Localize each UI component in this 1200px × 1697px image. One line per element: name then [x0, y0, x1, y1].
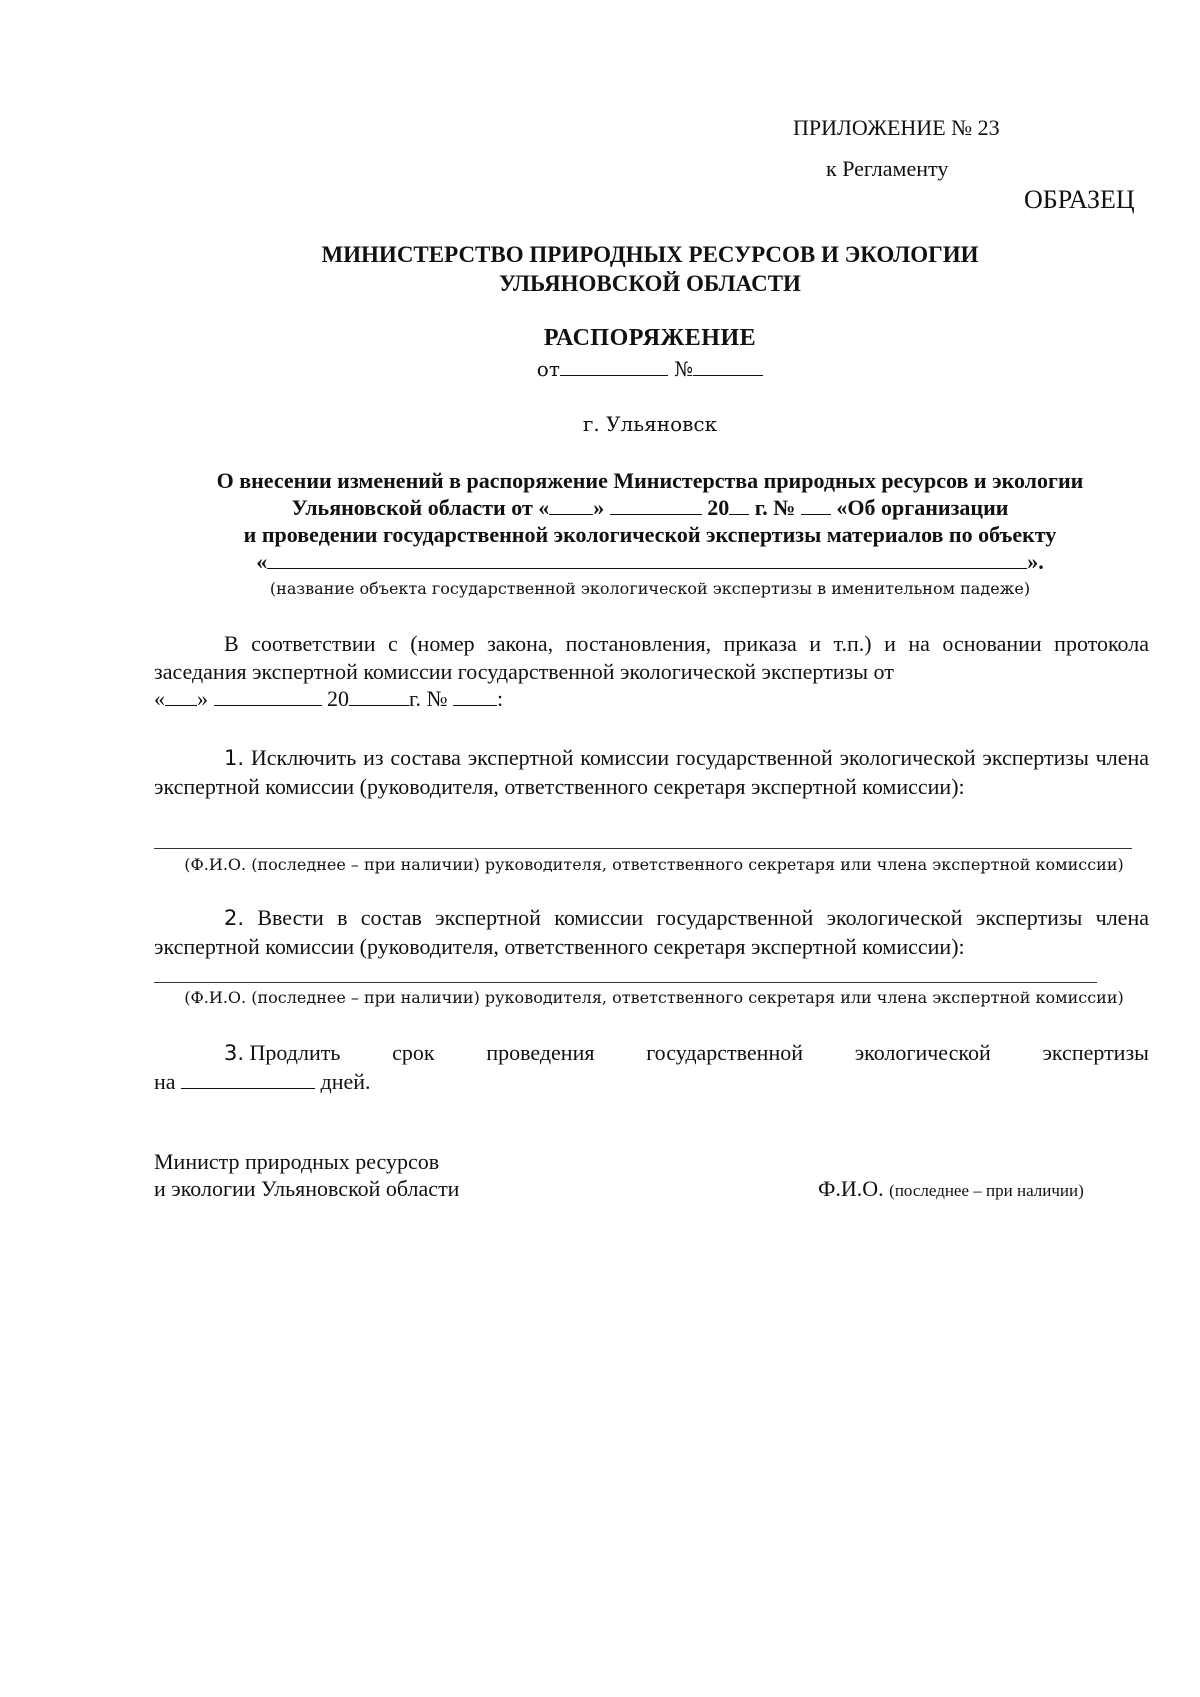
date-blank: [560, 374, 668, 376]
protocol-month-blank: [214, 704, 322, 706]
appendix-label: ПРИЛОЖЕНИЕ № 23: [793, 115, 1000, 140]
subject-month-blank: [610, 513, 702, 515]
item-1-fio-note: (Ф.И.О. (последнее – при наличии) руководителя, ответственного секретаря или члена экспертной комиссии): [184, 855, 1124, 874]
item-2-fio-note: (Ф.И.О. (последнее – при наличии) руководителя, ответственного секретаря или члена экспертной комиссии): [184, 988, 1124, 1007]
item-1-number: 1.: [224, 746, 245, 770]
subject-line-1: О внесении изменений в распоряжение Министерства природных ресурсов и экологии: [216, 468, 1084, 493]
item-2-fio-line: [154, 982, 1097, 983]
sample-stamp: ОБРАЗЕЦ: [1024, 185, 1135, 214]
ministry-line-1: МИНИСТЕРСТВО ПРИРОДНЫХ РЕСУРСОВ И ЭКОЛОГИИ: [321, 242, 979, 267]
item-3-line-2: на дней.: [154, 1068, 371, 1094]
subject-line-3: и проведении государственной экологической экспертизы материалов по объекту: [243, 522, 1057, 547]
protocol-day-blank: [165, 704, 197, 706]
ministry-line-2: УЛЬЯНОВСКОЙ ОБЛАСТИ: [499, 271, 801, 296]
item-1-paragraph: [154, 744, 1149, 800]
protocol-year-blank: [349, 704, 409, 706]
item-1-text: Исключить из состава экспертной комиссии государственной экологической экспертизы члена экспертной комиссии (руководителя, ответственного секретаря экспертной комиссии):: [154, 745, 1150, 799]
item-3-paragraph: [154, 1039, 1149, 1095]
signatory-fio: [818, 1176, 1084, 1202]
city: г. Ульяновск: [582, 412, 718, 436]
signatory-fio-label: Ф.И.О.: [818, 1176, 884, 1201]
date-prefix: от: [536, 357, 560, 381]
preamble-paragraph: В соответствии с (номер закона, постановления, приказа и т.п.) и на основании протокола заседания экспертной комиссии государственной экологической экспертизы от « » 20 г. № :: [154, 631, 1149, 711]
item-3-suffix: дней.: [320, 1068, 371, 1094]
subject-day-blank: [549, 513, 593, 515]
protocol-number-blank: [453, 704, 497, 706]
subject-line-2: Ульяновской области от « » 20 г. № «Об организации: [291, 495, 1009, 520]
subject-year-blank: [729, 513, 749, 515]
number-prefix: №: [674, 357, 694, 381]
object-name-note: (название объекта государственной экологической экспертизы в именительном падеже): [269, 579, 1031, 598]
item-2-number: 2.: [224, 906, 245, 930]
subject-line-4: « ».: [256, 549, 1044, 574]
item-3-number: 3.: [224, 1041, 245, 1065]
item-2-paragraph: [154, 904, 1149, 960]
signatory-fio-note: (последнее – при наличии): [889, 1181, 1084, 1200]
subject-block: [0, 467, 1200, 575]
subject-number-blank: [801, 513, 831, 515]
preamble-text: В соответствии с (номер закона, постановления, приказа и т.п.) и на основании протокола заседания экспертной комиссии государственной экологической экспертизы от: [154, 631, 1149, 684]
date-number-line: [0, 357, 1200, 381]
document-type: РАСПОРЯЖЕНИЕ: [543, 325, 757, 351]
reglament-label: к Регламенту: [826, 156, 949, 181]
object-name-blank: [267, 567, 1027, 569]
item-1-fio-line: [154, 848, 1132, 849]
number-blank: [693, 374, 763, 376]
signatory-position: [154, 1148, 459, 1202]
ministry-name: [0, 240, 1200, 298]
item-3-line-1: 3. Продлить срок проведения государственной экологической экспертизы: [224, 1040, 1149, 1065]
item-2-text: Ввести в состав экспертной комиссии государственной экологической экспертизы члена экспертной комиссии (руководителя, ответственного секретаря экспертной комиссии):: [154, 905, 1149, 959]
extension-days-blank: [181, 1087, 315, 1089]
signatory-position-line-2: и экологии Ульяновской области: [154, 1176, 460, 1201]
signatory-position-line-1: Министр природных ресурсов: [154, 1149, 440, 1174]
